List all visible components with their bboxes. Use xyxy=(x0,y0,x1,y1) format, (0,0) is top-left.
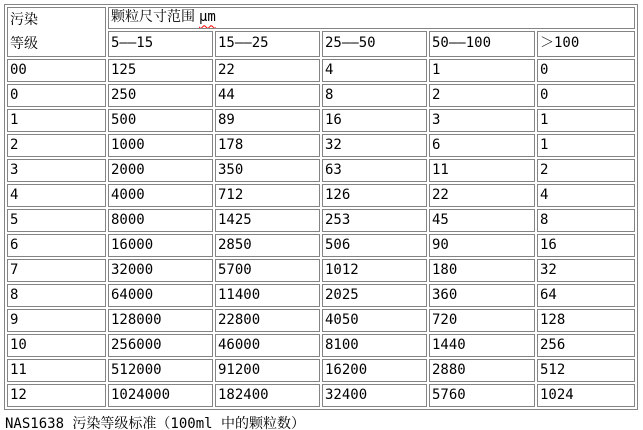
value-cell: 500 xyxy=(108,109,213,132)
value-cell: 1 xyxy=(537,109,635,132)
table-row xyxy=(7,259,635,282)
value-cell: 6 xyxy=(429,134,535,157)
value-cell: 0 xyxy=(537,59,635,82)
value-cell: 89 xyxy=(215,109,320,132)
size-range-label: 颗粒尺寸范围 xyxy=(111,9,195,26)
table-row xyxy=(7,284,635,307)
grade-header-line2: 等级 xyxy=(10,36,38,52)
table-row xyxy=(7,334,635,357)
table-body xyxy=(7,59,635,407)
value-cell: 44 xyxy=(215,84,320,107)
table-row xyxy=(7,209,635,232)
value-cell: 2880 xyxy=(429,359,535,382)
grade-header-line1: 污染 xyxy=(10,12,38,28)
value-cell: 2850 xyxy=(215,234,320,257)
value-cell: 1024000 xyxy=(108,384,213,407)
value-cell: 8 xyxy=(537,209,635,232)
grade-header-cell xyxy=(7,7,106,57)
table-row xyxy=(7,109,635,132)
value-cell: 125 xyxy=(108,59,213,82)
value-cell: 512 xyxy=(537,359,635,382)
size-range-header-cell xyxy=(108,7,635,29)
value-cell: 512000 xyxy=(108,359,213,382)
table-row xyxy=(7,134,635,157)
value-cell: 1440 xyxy=(429,334,535,357)
header-row-1 xyxy=(7,7,635,29)
value-cell: 2025 xyxy=(322,284,427,307)
value-cell: 3 xyxy=(429,109,535,132)
grade-cell: 4 xyxy=(7,184,106,207)
table-row xyxy=(7,59,635,82)
value-cell: 126 xyxy=(322,184,427,207)
value-cell: 64 xyxy=(537,284,635,307)
value-cell: 1 xyxy=(537,134,635,157)
value-cell: 46000 xyxy=(215,334,320,357)
value-cell: 1 xyxy=(429,59,535,82)
value-cell: 178 xyxy=(215,134,320,157)
value-cell: 8100 xyxy=(322,334,427,357)
grade-cell: 2 xyxy=(7,134,106,157)
value-cell: 250 xyxy=(108,84,213,107)
table-row xyxy=(7,159,635,182)
value-cell: 256000 xyxy=(108,334,213,357)
table-row xyxy=(7,359,635,382)
value-cell: 45 xyxy=(429,209,535,232)
value-cell: 32000 xyxy=(108,259,213,282)
value-cell: 4050 xyxy=(322,309,427,332)
value-cell: 11400 xyxy=(215,284,320,307)
grade-cell: 1 xyxy=(7,109,106,132)
column-header-5-15: 5——15 xyxy=(108,31,213,57)
value-cell: 63 xyxy=(322,159,427,182)
grade-cell: 0 xyxy=(7,84,106,107)
value-cell: 32400 xyxy=(322,384,427,407)
value-cell: 180 xyxy=(429,259,535,282)
value-cell: 1425 xyxy=(215,209,320,232)
grade-cell: 9 xyxy=(7,309,106,332)
grade-cell: 5 xyxy=(7,209,106,232)
value-cell: 16 xyxy=(537,234,635,257)
value-cell: 1024 xyxy=(537,384,635,407)
table-header-body xyxy=(7,7,635,57)
column-header-15-25: 15——25 xyxy=(215,31,320,57)
value-cell: 712 xyxy=(215,184,320,207)
table-row xyxy=(7,184,635,207)
value-cell: 0 xyxy=(537,84,635,107)
table-row xyxy=(7,234,635,257)
value-cell: 256 xyxy=(537,334,635,357)
value-cell: 2 xyxy=(537,159,635,182)
value-cell: 16 xyxy=(322,109,427,132)
value-cell: 5760 xyxy=(429,384,535,407)
value-cell: 22 xyxy=(429,184,535,207)
value-cell: 253 xyxy=(322,209,427,232)
value-cell: 32 xyxy=(322,134,427,157)
grade-cell: 3 xyxy=(7,159,106,182)
grade-cell: 7 xyxy=(7,259,106,282)
value-cell: 32 xyxy=(537,259,635,282)
value-cell: 360 xyxy=(429,284,535,307)
value-cell: 16200 xyxy=(322,359,427,382)
value-cell: 1012 xyxy=(322,259,427,282)
value-cell: 2000 xyxy=(108,159,213,182)
table-row xyxy=(7,384,635,407)
column-header-25-50: 25——50 xyxy=(322,31,427,57)
value-cell: 350 xyxy=(215,159,320,182)
value-cell: 128000 xyxy=(108,309,213,332)
value-cell: 8000 xyxy=(108,209,213,232)
value-cell: 16000 xyxy=(108,234,213,257)
column-header-50-100: 50——100 xyxy=(429,31,535,57)
table-row xyxy=(7,84,635,107)
value-cell: 90 xyxy=(429,234,535,257)
value-cell: 22 xyxy=(215,59,320,82)
value-cell: 8 xyxy=(322,84,427,107)
value-cell: 91200 xyxy=(215,359,320,382)
table-caption: NAS1638 污染等级标准（100ml 中的颗粒数） xyxy=(5,416,306,430)
grade-cell: 00 xyxy=(7,59,106,82)
column-header-gt-100: ＞100 xyxy=(537,31,635,57)
value-cell: 5700 xyxy=(215,259,320,282)
grade-cell: 6 xyxy=(7,234,106,257)
value-cell: 4 xyxy=(322,59,427,82)
value-cell: 1000 xyxy=(108,134,213,157)
value-cell: 11 xyxy=(429,159,535,182)
value-cell: 128 xyxy=(537,309,635,332)
value-cell: 64000 xyxy=(108,284,213,307)
grade-cell: 12 xyxy=(7,384,106,407)
value-cell: 2 xyxy=(429,84,535,107)
table-row xyxy=(7,309,635,332)
value-cell: 720 xyxy=(429,309,535,332)
value-cell: 506 xyxy=(322,234,427,257)
nas1638-grade-table xyxy=(4,4,638,410)
grade-cell: 10 xyxy=(7,334,106,357)
size-range-unit-misspelled: μm xyxy=(199,9,216,26)
value-cell: 22800 xyxy=(215,309,320,332)
value-cell: 182400 xyxy=(215,384,320,407)
grade-cell: 11 xyxy=(7,359,106,382)
grade-cell: 8 xyxy=(7,284,106,307)
value-cell: 4000 xyxy=(108,184,213,207)
value-cell: 4 xyxy=(537,184,635,207)
